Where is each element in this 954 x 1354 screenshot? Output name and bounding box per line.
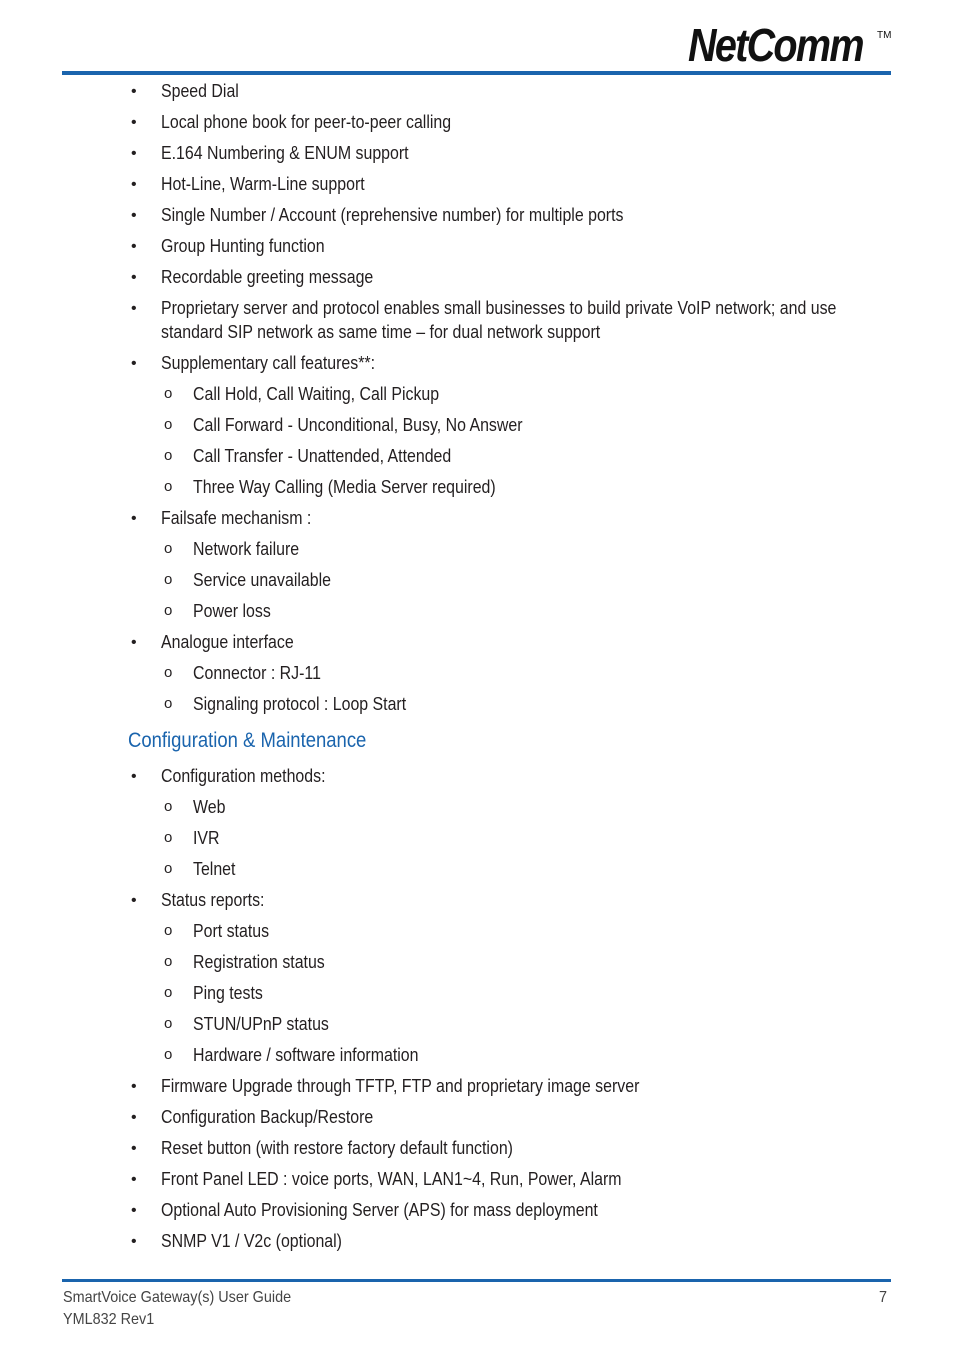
bullet-marker: • bbox=[131, 892, 137, 909]
list-item: Group Hunting function bbox=[161, 235, 325, 256]
page-number: 7 bbox=[879, 1289, 888, 1306]
sub-list-item: IVR bbox=[193, 827, 220, 848]
sub-list-item: Call Forward - Unconditional, Busy, No Answer bbox=[193, 414, 523, 435]
sub-bullet-marker: o bbox=[164, 798, 173, 815]
bullet-marker: • bbox=[131, 1233, 137, 1250]
bullet-marker: • bbox=[131, 768, 137, 785]
list-item: Configuration methods: bbox=[161, 765, 326, 786]
bullet-marker: • bbox=[131, 207, 137, 224]
list-item: Local phone book for peer-to-peer calling bbox=[161, 111, 452, 132]
sub-list-item: Port status bbox=[193, 920, 270, 941]
sub-list-item: Web bbox=[193, 796, 226, 817]
bullet-marker: • bbox=[131, 176, 137, 193]
header-divider bbox=[62, 71, 891, 75]
sub-list-item: Service unavailable bbox=[193, 569, 331, 590]
list-item: Recordable greeting message bbox=[161, 266, 374, 287]
sub-bullet-marker: o bbox=[164, 447, 173, 464]
list-item: Hot-Line, Warm-Line support bbox=[161, 173, 365, 194]
list-item: Status reports: bbox=[161, 889, 265, 910]
bullet-marker: • bbox=[131, 1140, 137, 1157]
bullet-marker: • bbox=[131, 355, 137, 372]
list-item: Optional Auto Provisioning Server (APS) for mass deployment bbox=[161, 1199, 598, 1220]
sub-list-item: Network failure bbox=[193, 538, 300, 559]
list-item: Configuration Backup/Restore bbox=[161, 1106, 374, 1127]
sub-list-item: Call Hold, Call Waiting, Call Pickup bbox=[193, 383, 440, 404]
list-item: Speed Dial bbox=[161, 80, 239, 101]
sub-bullet-marker: o bbox=[164, 416, 173, 433]
bullet-marker: • bbox=[131, 114, 137, 131]
section-heading: Configuration & Maintenance bbox=[128, 729, 367, 752]
list-item: SNMP V1 / V2c (optional) bbox=[161, 1230, 342, 1251]
list-item: Supplementary call features**: bbox=[161, 352, 376, 373]
sub-bullet-marker: o bbox=[164, 829, 173, 846]
list-item: Proprietary server and protocol enables small businesses to build private VoIP network; and use standard SIP network as same time – for dual network support bbox=[161, 297, 837, 342]
sub-bullet-marker: o bbox=[164, 695, 173, 712]
list-item: Reset button (with restore factory default function) bbox=[161, 1137, 513, 1158]
bullet-marker: • bbox=[131, 510, 137, 527]
list-item: Analogue interface bbox=[161, 631, 294, 652]
footer-title: SmartVoice Gateway(s) User Guide bbox=[63, 1289, 292, 1306]
sub-list-item: Ping tests bbox=[193, 982, 263, 1003]
sub-bullet-marker: o bbox=[164, 540, 173, 557]
footer-doc-id: YML832 Rev1 bbox=[63, 1311, 155, 1328]
sub-list-item: Registration status bbox=[193, 951, 325, 972]
list-item: Single Number / Account (reprehensive number) for multiple ports bbox=[161, 204, 624, 225]
bullet-marker: • bbox=[131, 145, 137, 162]
bullet-marker: • bbox=[131, 238, 137, 255]
sub-bullet-marker: o bbox=[164, 1015, 173, 1032]
trademark-symbol: TM bbox=[877, 30, 892, 41]
bullet-marker: • bbox=[131, 1109, 137, 1126]
sub-list-item: Connector : RJ-11 bbox=[193, 662, 321, 683]
list-item: Failsafe mechanism : bbox=[161, 507, 312, 528]
sub-bullet-marker: o bbox=[164, 602, 173, 619]
sub-bullet-marker: o bbox=[164, 571, 173, 588]
sub-bullet-marker: o bbox=[164, 478, 173, 495]
bullet-marker: • bbox=[131, 634, 137, 651]
list-item: Firmware Upgrade through TFTP, FTP and proprietary image server bbox=[161, 1075, 640, 1096]
sub-bullet-marker: o bbox=[164, 984, 173, 1001]
sub-bullet-marker: o bbox=[164, 922, 173, 939]
bullet-marker: • bbox=[131, 269, 137, 286]
list-item: E.164 Numbering & ENUM support bbox=[161, 142, 409, 163]
sub-bullet-marker: o bbox=[164, 385, 173, 402]
sub-bullet-marker: o bbox=[164, 1046, 173, 1063]
bullet-marker: • bbox=[131, 300, 137, 317]
bullet-marker: • bbox=[131, 1171, 137, 1188]
sub-list-item: STUN/UPnP status bbox=[193, 1013, 329, 1034]
sub-list-item: Power loss bbox=[193, 600, 271, 621]
netcomm-logo: NetComm bbox=[688, 19, 863, 71]
list-item: Front Panel LED : voice ports, WAN, LAN1~4, Run, Power, Alarm bbox=[161, 1168, 622, 1189]
sub-bullet-marker: o bbox=[164, 860, 173, 877]
sub-list-item: Call Transfer - Unattended, Attended bbox=[193, 445, 452, 466]
footer-divider bbox=[62, 1279, 891, 1282]
sub-bullet-marker: o bbox=[164, 664, 173, 681]
bullet-marker: • bbox=[131, 1202, 137, 1219]
sub-list-item: Telnet bbox=[193, 858, 236, 879]
sub-list-item: Signaling protocol : Loop Start bbox=[193, 693, 407, 714]
sub-list-item: Three Way Calling (Media Server required) bbox=[193, 476, 496, 497]
bullet-marker: • bbox=[131, 1078, 137, 1095]
bullet-marker: • bbox=[131, 83, 137, 100]
sub-list-item: Hardware / software information bbox=[193, 1044, 419, 1065]
sub-bullet-marker: o bbox=[164, 953, 173, 970]
